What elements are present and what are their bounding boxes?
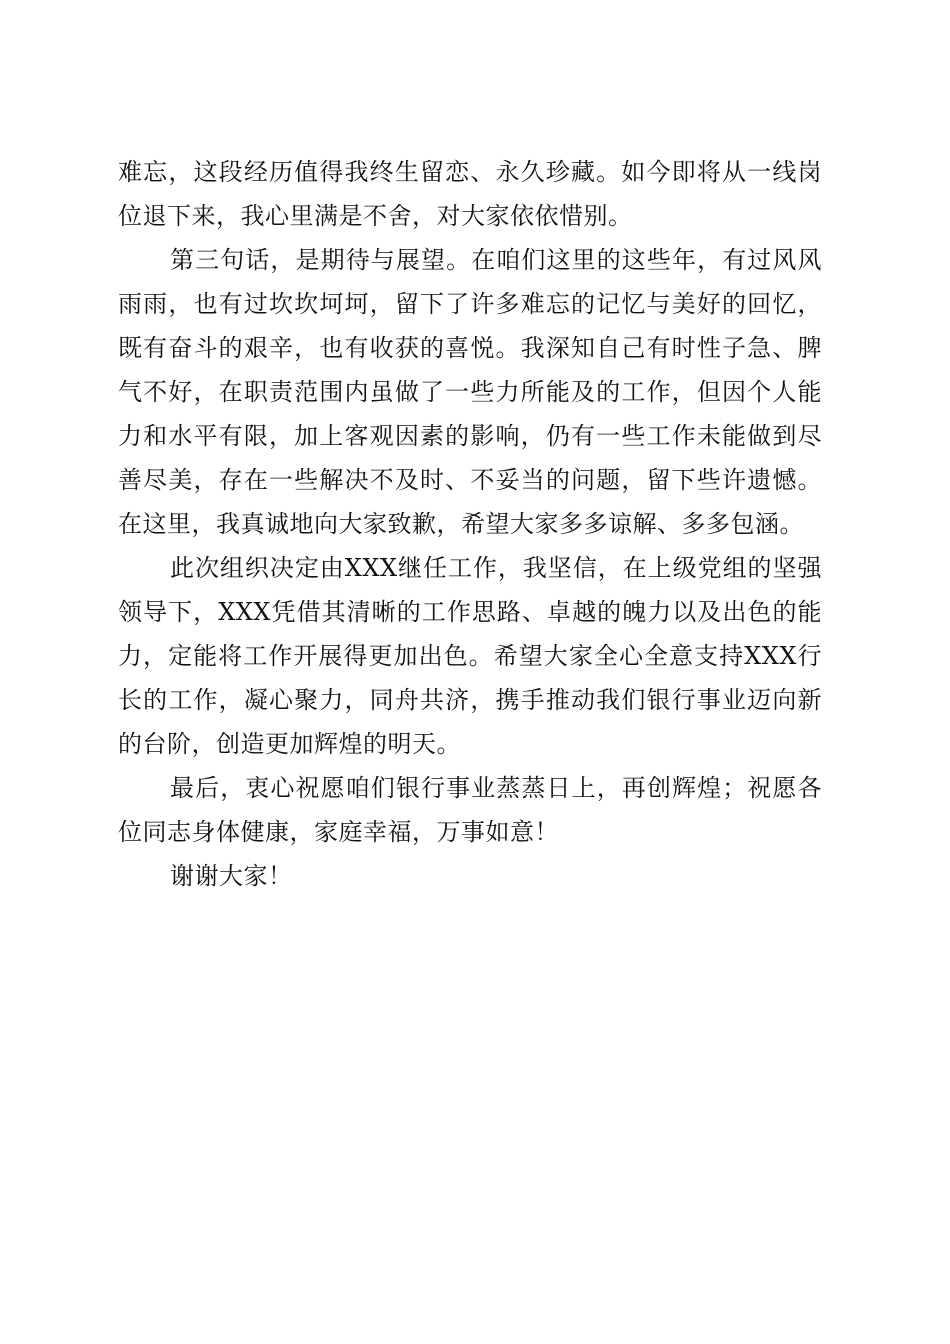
paragraph-expectations: 第三句话，是期待与展望。在咱们这里的这些年，有过风风雨雨，也有过坎坎坷坷，留下了许多难忘的记忆与美好的回忆，既有奋斗的艰辛，也有收获的喜悦。我深知自己有时性子急、脾气不好，在职责范围内虽做了一些力所能及的工作，但因个人能力和水平有限，加上客观因素的影响，仍有一些工作未能做到尽善尽美，存在一些解决不及时、不妥当的问题，留下些许遗憾。在这里，我真诚地向大家致歉，希望大家多多谅解、多多包涵。 — [118, 246, 822, 538]
paragraph-closing-wishes: 最后，衷心祝愿咱们银行事业蒸蒸日上，再创辉煌；祝愿各位同志身体健康，家庭幸福，万事如意！ — [118, 774, 822, 846]
paragraph-thanks: 谢谢大家！ — [170, 862, 293, 890]
paragraph-successor: 此次组织决定由XXX继任工作，我坚信，在上级党组的坚强领导下，XXX凭借其清晰的工作思路、卓越的魄力以及出色的能力，定能将工作开展得更加出色。希望大家全心全意支持XXX行长的工作，凝心聚力，同舟共济，携手推动我们银行事业迈向新的台阶，创造更加辉煌的明天。 — [118, 554, 822, 758]
paragraph-continuation: 难忘，这段经历值得我终生留恋、永久珍藏。如今即将从一线岗位退下来，我心里满是不舍，对大家依依惜别。 — [118, 158, 822, 230]
document-body — [118, 150, 822, 898]
